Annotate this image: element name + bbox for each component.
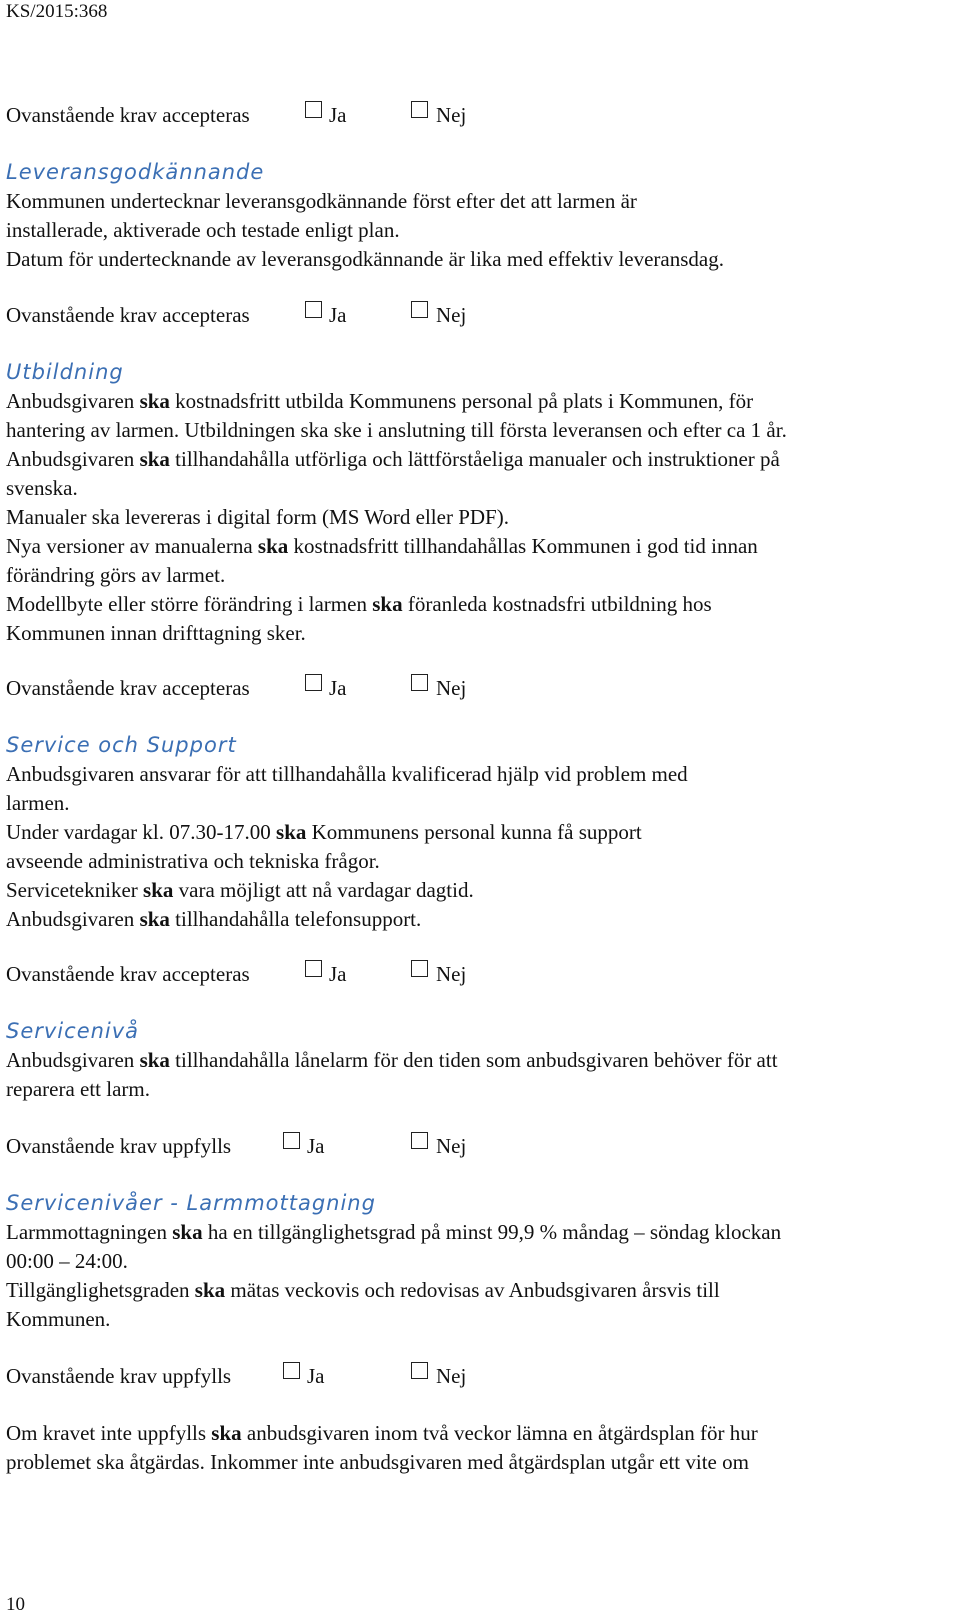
- section-heading: Utbildning: [6, 360, 124, 384]
- paragraph-line: [6, 1046, 778, 1075]
- text-segment: Kommunen undertecknar leveransgodkännande först efter det att larmen är: [6, 189, 637, 213]
- text-segment: problemet ska åtgärdas. Inkommer inte anbudsgivaren med åtgärdsplan utgår ett vite om: [6, 1450, 749, 1474]
- section-heading: Leveransgodkännande: [6, 160, 265, 184]
- paragraph-line: [6, 590, 787, 619]
- text-segment: ha en tillgänglighetsgrad på minst 99,9 % måndag – söndag klockan: [202, 1220, 782, 1244]
- text-segment: Anbudsgivaren: [6, 907, 140, 931]
- text-segment: Tillgänglighetsgraden: [6, 1278, 195, 1302]
- paragraph-line: [6, 187, 724, 216]
- acceptance-label: Ovanstående krav uppfylls: [6, 1364, 232, 1388]
- checkbox-ja-label: Ja: [329, 676, 347, 700]
- checkbox-nej-label: Nej: [436, 1364, 467, 1388]
- acceptance-row: [6, 301, 906, 329]
- text-segment: Kommunen.: [6, 1307, 111, 1331]
- paragraph: [6, 1046, 778, 1104]
- paragraph-line: [6, 876, 688, 905]
- section-heading: Servicenivåer - Larmmottagning: [6, 1191, 376, 1215]
- text-segment: kostnadsfritt tillhandahållas Kommunen i god tid innan: [288, 534, 758, 558]
- acceptance-label: Ovanstående krav accepteras: [6, 303, 250, 327]
- paragraph-line: [6, 216, 724, 245]
- paragraph-line: [6, 245, 724, 274]
- checkbox-nej-label: Nej: [436, 962, 467, 986]
- paragraph-line: [6, 1247, 781, 1276]
- text-segment: föranleda kostnadsfri utbildning hos: [402, 592, 712, 616]
- emphasis-ska: ska: [139, 389, 170, 413]
- paragraph: [6, 760, 688, 934]
- paragraph: [6, 1218, 781, 1334]
- acceptance-row: [6, 674, 906, 702]
- acceptance-row: [6, 1362, 906, 1390]
- section-heading: Service och Support: [6, 733, 237, 757]
- paragraph-line: [6, 532, 787, 561]
- emphasis-ska: ska: [276, 820, 307, 844]
- text-segment: Anbudsgivaren: [6, 1048, 140, 1072]
- section-heading: Servicenivå: [6, 1019, 140, 1043]
- text-segment: kostnadsfritt utbilda Kommunens personal på plats i Kommunen, för: [169, 389, 754, 413]
- emphasis-ska: ska: [172, 1220, 203, 1244]
- paragraph-line: [6, 619, 787, 648]
- checkbox-nej-label: Nej: [436, 1134, 467, 1158]
- paragraph-line: [6, 1075, 778, 1104]
- checkbox-nej-label: Nej: [436, 303, 467, 327]
- paragraph-line: [6, 1276, 781, 1305]
- text-segment: Datum för undertecknande av leveransgodkännande är lika med effektiv leveransdag.: [6, 247, 724, 271]
- text-segment: Manualer ska levereras i digital form (MS Word eller PDF).: [6, 505, 509, 529]
- text-segment: Larmmottagningen: [6, 1220, 173, 1244]
- acceptance-label: Ovanstående krav accepteras: [6, 962, 250, 986]
- text-segment: 00:00 – 24:00.: [6, 1249, 128, 1273]
- text-segment: avseende administrativa och tekniska frågor.: [6, 849, 380, 873]
- text-segment: Om kravet inte uppfylls: [6, 1421, 212, 1445]
- paragraph-line: [6, 387, 787, 416]
- checkbox-nej-label: Nej: [436, 103, 467, 127]
- document-reference: KS/2015:368: [6, 1, 108, 22]
- paragraph-line: [6, 1218, 781, 1247]
- checkbox-nej-label: Nej: [436, 676, 467, 700]
- text-segment: Anbudsgivaren ansvarar för att tillhandahålla kvalificerad hjälp vid problem med: [6, 762, 688, 786]
- text-segment: hantering av larmen. Utbildningen ska ske i anslutning till första leveransen och efter ca 1 år.: [6, 418, 787, 442]
- emphasis-ska: ska: [372, 592, 403, 616]
- checkbox-nej[interactable]: [411, 301, 428, 318]
- text-segment: larmen.: [6, 791, 70, 815]
- text-segment: Kommunen innan drifttagning sker.: [6, 621, 306, 645]
- text-segment: anbudsgivaren inom två veckor lämna en åtgärdsplan för hur: [241, 1421, 758, 1445]
- paragraph-line: [6, 818, 688, 847]
- text-segment: svenska.: [6, 476, 78, 500]
- emphasis-ska: ska: [211, 1421, 242, 1445]
- acceptance-label: Ovanstående krav accepteras: [6, 676, 250, 700]
- paragraph-line: [6, 445, 787, 474]
- paragraph-line: [6, 474, 787, 503]
- checkbox-ja[interactable]: [305, 101, 322, 118]
- checkbox-nej[interactable]: [411, 960, 428, 977]
- text-segment: mätas veckovis och redovisas av Anbudsgivaren årsvis till: [225, 1278, 720, 1302]
- text-segment: installerade, aktiverade och testade enligt plan.: [6, 218, 400, 242]
- paragraph-line: [6, 1305, 781, 1334]
- checkbox-ja-label: Ja: [329, 303, 347, 327]
- page-number: 10: [6, 1594, 25, 1615]
- checkbox-ja-label: Ja: [307, 1364, 325, 1388]
- paragraph-line: [6, 1419, 758, 1448]
- paragraph-line: [6, 789, 688, 818]
- emphasis-ska: ska: [139, 447, 170, 471]
- checkbox-ja[interactable]: [305, 960, 322, 977]
- checkbox-ja-label: Ja: [307, 1134, 325, 1158]
- emphasis-ska: ska: [143, 878, 174, 902]
- text-segment: tillhandahålla lånelarm för den tiden som anbudsgivaren behöver för att: [169, 1048, 778, 1072]
- checkbox-ja[interactable]: [305, 301, 322, 318]
- acceptance-row: [6, 101, 906, 129]
- acceptance-row: [6, 1132, 906, 1160]
- paragraph: [6, 187, 724, 274]
- text-segment: Anbudsgivaren: [6, 447, 140, 471]
- paragraph-line: [6, 416, 787, 445]
- text-segment: tillhandahålla telefonsupport.: [169, 907, 422, 931]
- text-segment: Servicetekniker: [6, 878, 144, 902]
- text-segment: vara möjligt att nå vardagar dagtid.: [173, 878, 474, 902]
- checkbox-ja[interactable]: [283, 1362, 300, 1379]
- acceptance-label: Ovanstående krav accepteras: [6, 103, 250, 127]
- checkbox-nej[interactable]: [411, 101, 428, 118]
- acceptance-label: Ovanstående krav uppfylls: [6, 1134, 232, 1158]
- paragraph: [6, 1419, 758, 1477]
- text-segment: Kommunens personal kunna få support: [306, 820, 642, 844]
- paragraph-line: [6, 760, 688, 789]
- emphasis-ska: ska: [139, 907, 170, 931]
- checkbox-nej[interactable]: [411, 674, 428, 691]
- paragraph-line: [6, 561, 787, 590]
- text-segment: reparera ett larm.: [6, 1077, 150, 1101]
- acceptance-row: [6, 960, 906, 988]
- paragraph-line: [6, 503, 787, 532]
- text-segment: Modellbyte eller större förändring i larmen: [6, 592, 373, 616]
- checkbox-ja-label: Ja: [329, 962, 347, 986]
- emphasis-ska: ska: [194, 1278, 226, 1302]
- checkbox-ja-label: Ja: [329, 103, 347, 127]
- paragraph-line: [6, 847, 688, 876]
- checkbox-ja[interactable]: [305, 674, 322, 691]
- text-segment: tillhandahålla utförliga och lättförståeliga manualer och instruktioner på: [169, 447, 780, 471]
- paragraph-line: [6, 905, 688, 934]
- paragraph-line: [6, 1448, 758, 1477]
- emphasis-ska: ska: [257, 534, 289, 558]
- emphasis-ska: ska: [139, 1048, 170, 1072]
- paragraph: [6, 387, 787, 648]
- text-segment: förändring görs av larmet.: [6, 563, 226, 587]
- checkbox-nej[interactable]: [411, 1362, 428, 1379]
- checkbox-nej[interactable]: [411, 1132, 428, 1149]
- text-segment: Under vardagar kl. 07.30-17.00: [6, 820, 277, 844]
- text-segment: Anbudsgivaren: [6, 389, 140, 413]
- checkbox-ja[interactable]: [283, 1132, 300, 1149]
- text-segment: Nya versioner av manualerna: [6, 534, 258, 558]
